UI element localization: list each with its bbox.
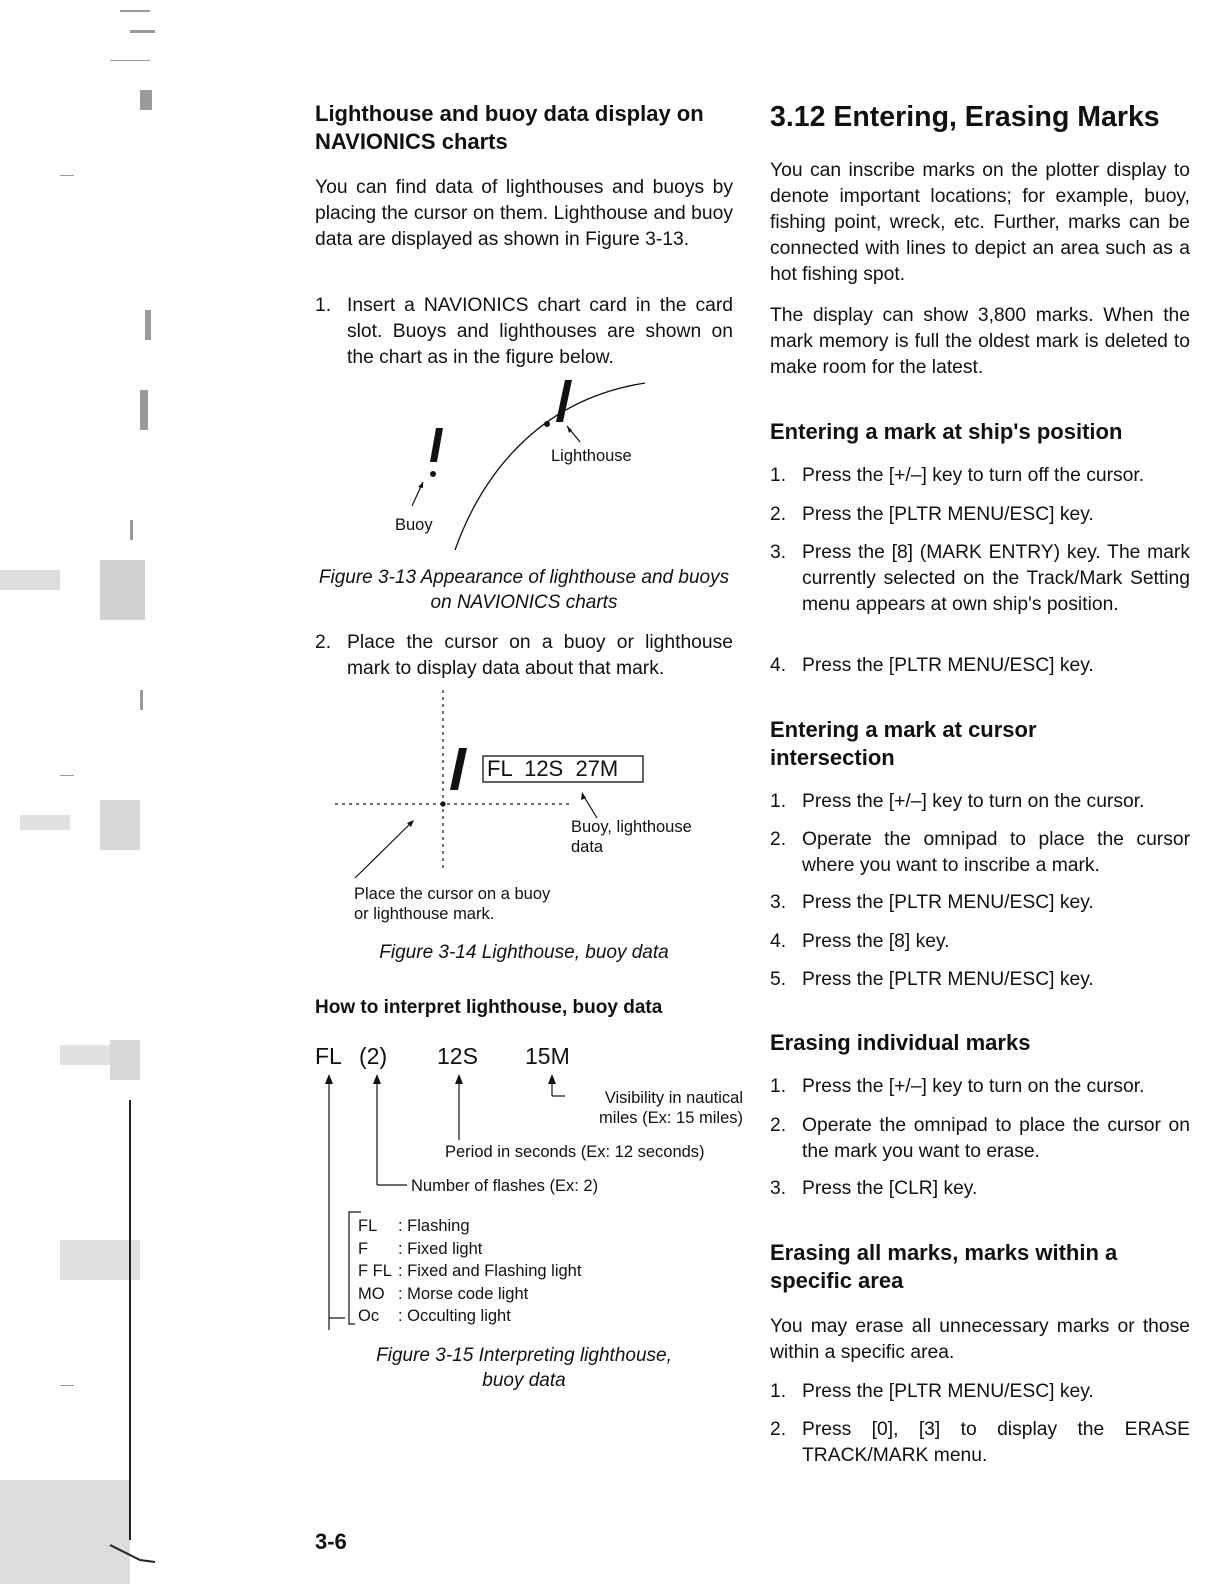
legend-desc: : Occulting light [398, 1307, 511, 1325]
legend-row [358, 1306, 581, 1329]
figure-3-15-caption: Figure 3-15 Interpreting lighthouse, buoy data [376, 1345, 672, 1391]
figure-3-13-drawing [315, 370, 733, 560]
step-number: 3. [770, 892, 787, 913]
legend-row [358, 1261, 581, 1284]
buoy-icon [430, 428, 443, 462]
legend-desc: : Fixed and Flashing light [398, 1262, 582, 1280]
figure-3-15 [315, 1040, 745, 1340]
legend-desc: : Fixed light [398, 1239, 483, 1258]
legend-desc: : Morse code light [398, 1284, 529, 1303]
cursor-step-4 [770, 929, 1190, 955]
flashes-arrow [373, 1074, 381, 1084]
buoy-data-text: FL 12S 27M [487, 756, 619, 781]
step-text: Press the [PLTR MENU/ESC] key. [802, 969, 1094, 990]
legend-row [358, 1239, 581, 1262]
step-number: 3. [770, 542, 787, 563]
visibility-arrow [548, 1074, 556, 1084]
lighthouse-step-2 [315, 630, 733, 682]
step-text: Operate the omnipad to place the cursor on the mark you want to erase. [802, 1115, 1190, 1162]
code-period: 12S [437, 1043, 478, 1069]
figure-3-13 [315, 370, 733, 560]
buoy-icon [450, 748, 467, 790]
step-text: Press the [+/–] key to turn off the cursor. [802, 465, 1145, 486]
legend-code: FL [358, 1217, 378, 1235]
entering-at-cursor-title: Entering a mark at cursor intersection [770, 717, 1037, 770]
step-number: 3. [770, 1178, 787, 1199]
data-leader-line [583, 795, 597, 818]
code-fl: FL [315, 1043, 342, 1069]
step-text: Press [0], [3] to display the ERASE TRACK/MARK menu. [802, 1419, 1190, 1466]
legend-desc: : Flashing [398, 1217, 470, 1235]
erase-step-3 [770, 1176, 1190, 1202]
lighthouse-step-1 [315, 293, 733, 371]
marks-intro-paragraph: You can inscribe marks on the plotter display to denote important locations; for example, buoy, fishing point, wreck, etc. Further, marks can be connected with lines to depict an area such as a hot fishing spot. [770, 160, 1190, 285]
erase-step-1 [770, 1074, 1190, 1100]
legend-code: F [358, 1239, 369, 1258]
cursor-step-2 [770, 827, 1190, 879]
step-text: Press the [+/–] key to turn on the cursor. [802, 1076, 1145, 1097]
ship-step-2 [770, 502, 1190, 528]
ship-step-4 [770, 653, 1190, 679]
marks-capacity-paragraph: The display can show 3,800 marks. When the mark memory is full the oldest mark is deleted to make room for the latest. [770, 305, 1190, 378]
lighthouse-label: Lighthouse [551, 447, 632, 465]
step-number: 1. [770, 465, 787, 486]
step-text: Press the [PLTR MENU/ESC] key. [802, 655, 1094, 676]
figure-3-13-caption: Figure 3-13 Appearance of lighthouse and buoys on NAVIONICS charts [318, 567, 730, 613]
step-number: 2. [770, 1115, 787, 1136]
step-number: 2. [770, 1419, 787, 1440]
step-number: 1. [770, 1076, 787, 1097]
flashes-label: Number of flashes (Ex: 2) [411, 1177, 599, 1195]
step-text: Operate the omnipad to place the cursor where you want to inscribe a mark. [802, 829, 1190, 876]
step-text: Place the cursor on a buoy or lighthouse mark to display data about that mark. [347, 632, 733, 679]
step-text: Press the [8] (MARK ENTRY) key. The mark currently selected on the Track/Mark Setting menu appears at own ship's position. [802, 542, 1190, 615]
lighthouse-intro-paragraph: You can find data of lighthouses and buoys by placing the cursor on them. Lighthouse and buoy data are displayed as shown in Figure 3-13. [315, 177, 733, 250]
step-number: 5. [770, 969, 787, 990]
buoy-data-label: Buoy, lighthouse data [571, 818, 692, 856]
step-text: Press the [PLTR MENU/ESC] key. [802, 504, 1094, 525]
period-label: Period in seconds (Ex: 12 seconds) [445, 1143, 705, 1161]
step-number: 2. [315, 632, 332, 653]
legend-row [358, 1216, 581, 1239]
cursor-step-1 [770, 789, 1190, 815]
step-text: Press the [CLR] key. [802, 1178, 978, 1199]
step-number: 1. [770, 791, 787, 812]
erasing-individual-title: Erasing individual marks [770, 1030, 1031, 1055]
step-text: Press the [+/–] key to turn on the cursor. [802, 791, 1145, 812]
chart-depth-contour [455, 383, 645, 550]
step-text: Press the [8] key. [802, 931, 950, 952]
step-number: 2. [770, 504, 787, 525]
step-number: 4. [770, 655, 787, 676]
ship-step-1 [770, 463, 1190, 489]
erasing-all-intro: You may erase all unnecessary marks or those within a specific area. [770, 1316, 1190, 1363]
interpret-title: How to interpret lighthouse, buoy data [315, 997, 663, 1018]
legend-code: MO [358, 1284, 385, 1303]
visibility-label: Visibility in nautical miles (Ex: 15 miles) [599, 1089, 743, 1127]
figure-3-14-caption: Figure 3-14 Lighthouse, buoy data [379, 942, 669, 963]
erase-step-2 [770, 1113, 1190, 1165]
step-number: 1. [315, 295, 332, 316]
cursor-intersection [440, 801, 445, 806]
legend-code: Oc [358, 1307, 380, 1325]
erase-all-step-2 [770, 1417, 1190, 1469]
figure-3-14 [315, 690, 733, 930]
step-number: 1. [770, 1381, 787, 1402]
step-number: 4. [770, 931, 787, 952]
code-visibility: 15M [525, 1043, 570, 1069]
entering-at-ship-title: Entering a mark at ship's position [770, 419, 1123, 444]
ship-step-3 [770, 540, 1190, 618]
cursor-leader-line [355, 822, 412, 878]
step-text: Press the [PLTR MENU/ESC] key. [802, 892, 1094, 913]
erasing-all-title: Erasing all marks, marks within a specific area [770, 1240, 1118, 1293]
scan-edge-artifact [0, 0, 160, 1584]
fl-arrow [325, 1074, 333, 1084]
legend-code: F FL [358, 1262, 392, 1280]
page-number: 3-6 [315, 1529, 347, 1554]
erase-all-step-1 [770, 1379, 1190, 1405]
step-text: Press the [PLTR MENU/ESC] key. [802, 1381, 1094, 1402]
period-arrow [455, 1074, 463, 1084]
step-text: Insert a NAVIONICS chart card in the card slot. Buoys and lighthouses are shown on the chart as in the figure below. [347, 295, 733, 368]
buoy-arrow [418, 482, 423, 488]
legend-row [358, 1284, 581, 1307]
lighthouse-icon [556, 380, 572, 422]
cursor-instruction-label: Place the cursor on a buoy or lighthouse mark. [354, 885, 551, 923]
step-number: 2. [770, 829, 787, 850]
section-title-lighthouse-buoy: Lighthouse and buoy data display on NAVIONICS charts [315, 101, 704, 154]
code-flashes: (2) [359, 1043, 388, 1069]
buoy-label: Buoy [395, 516, 433, 534]
cursor-step-5 [770, 967, 1190, 993]
buoy-dot [430, 471, 436, 477]
lighthouse-dot [544, 421, 550, 427]
light-type-legend [358, 1216, 581, 1329]
cursor-step-3 [770, 890, 1190, 916]
chapter-section-title: 3.12 Entering, Erasing Marks [770, 101, 1160, 133]
